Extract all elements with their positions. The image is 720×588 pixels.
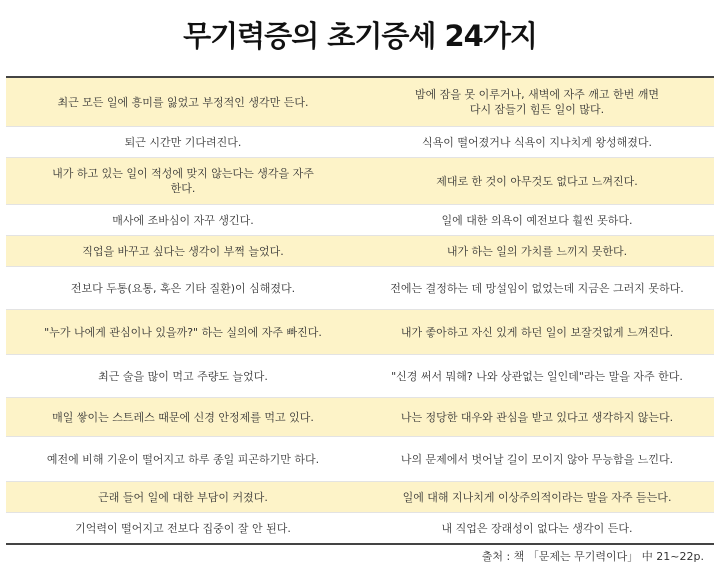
table-row [6,513,714,543]
table-cell-right: 내가 좋아하고 자신 있게 하던 일이 보잘것없게 느껴진다. [400,325,674,339]
table-cell-left: 근래 들어 일에 대한 부담이 커졌다. [98,490,268,504]
table-cell-left: 매사에 조바심이 자꾸 생긴다. [112,213,254,227]
table-cell-left: 매일 쌓이는 스트레스 때문에 신경 안정제를 먹고 있다. [52,410,314,424]
source-citation: 출처 : 책 「문제는 무기력이다」 中 21~22p. [481,550,704,563]
table-cell-right: "신경 써서 뭐해? 나와 상관없는 일인데"라는 말을 자주 한다. [391,369,683,383]
table-cell-left: 예전에 비해 기운이 떨어지고 하루 종일 피곤하기만 하다. [46,452,320,466]
table-row [6,355,714,398]
table-cell-left: 퇴근 시간만 기다려진다. [124,135,242,149]
table-row [6,482,714,513]
page-title: 무기력증의 초기증세 24가지 [183,19,537,53]
table-cell-right: 일에 대한 의욕이 예전보다 훨씬 못하다. [441,213,633,227]
table-cell-left: 최근 모든 일에 흥미를 잃었고 부정적인 생각만 든다. [57,95,309,109]
table-cell-left: "누가 나에게 관심이나 있을까?" 하는 실의에 자주 빠진다. [44,325,322,339]
table-cell-right: 내가 하는 일의 가치를 느끼지 못한다. [446,244,628,258]
table-cell-right: 제대로 한 것이 아무것도 없다고 느껴진다. [436,174,638,188]
table-cell-left: 직업을 바꾸고 싶다는 생각이 부쩍 늘었다. [82,244,284,258]
table-row [6,158,714,205]
table-cell-right: 밤에 잠을 못 이루거나, 새벽에 자주 깨고 한번 깨면 다시 잠들기 힘든 일이 많다. [415,88,659,116]
table-row [6,398,714,437]
symptom-table [6,76,714,545]
table-cell-right: 내 직업은 장래성이 없다는 생각이 든다. [441,521,633,535]
table-cell-right: 전에는 결정하는 데 망설임이 없었는데 지금은 그러지 못하다. [390,281,684,295]
table-row [6,127,714,158]
table-cell-right: 식욕이 떨어졌거나 식욕이 지나치게 왕성해졌다. [421,135,652,149]
table-row [6,267,714,310]
table-row [6,310,714,355]
table-cell-right: 나의 문제에서 벗어날 길이 모이지 않아 무능함을 느낀다. [400,452,674,466]
table-row [6,236,714,267]
table-row [6,437,714,482]
table-cell-right: 나는 정당한 대우와 관심을 받고 있다고 생각하지 않는다. [400,410,674,424]
table-cell-left: 최근 술을 많이 먹고 주량도 늘었다. [98,369,268,383]
table-row [6,205,714,236]
table-row [6,78,714,127]
table-cell-left: 내가 하고 있는 일이 적성에 맞지 않는다는 생각을 자주 한다. [52,167,314,195]
table-cell-right: 일에 대해 지나치게 이상주의적이라는 말을 자주 듣는다. [402,490,672,504]
table-cell-left: 기억력이 떨어지고 전보다 집중이 잘 안 된다. [75,521,291,535]
table-cell-left: 전보다 두통(요통, 혹은 기타 질환)이 심해졌다. [70,281,296,295]
